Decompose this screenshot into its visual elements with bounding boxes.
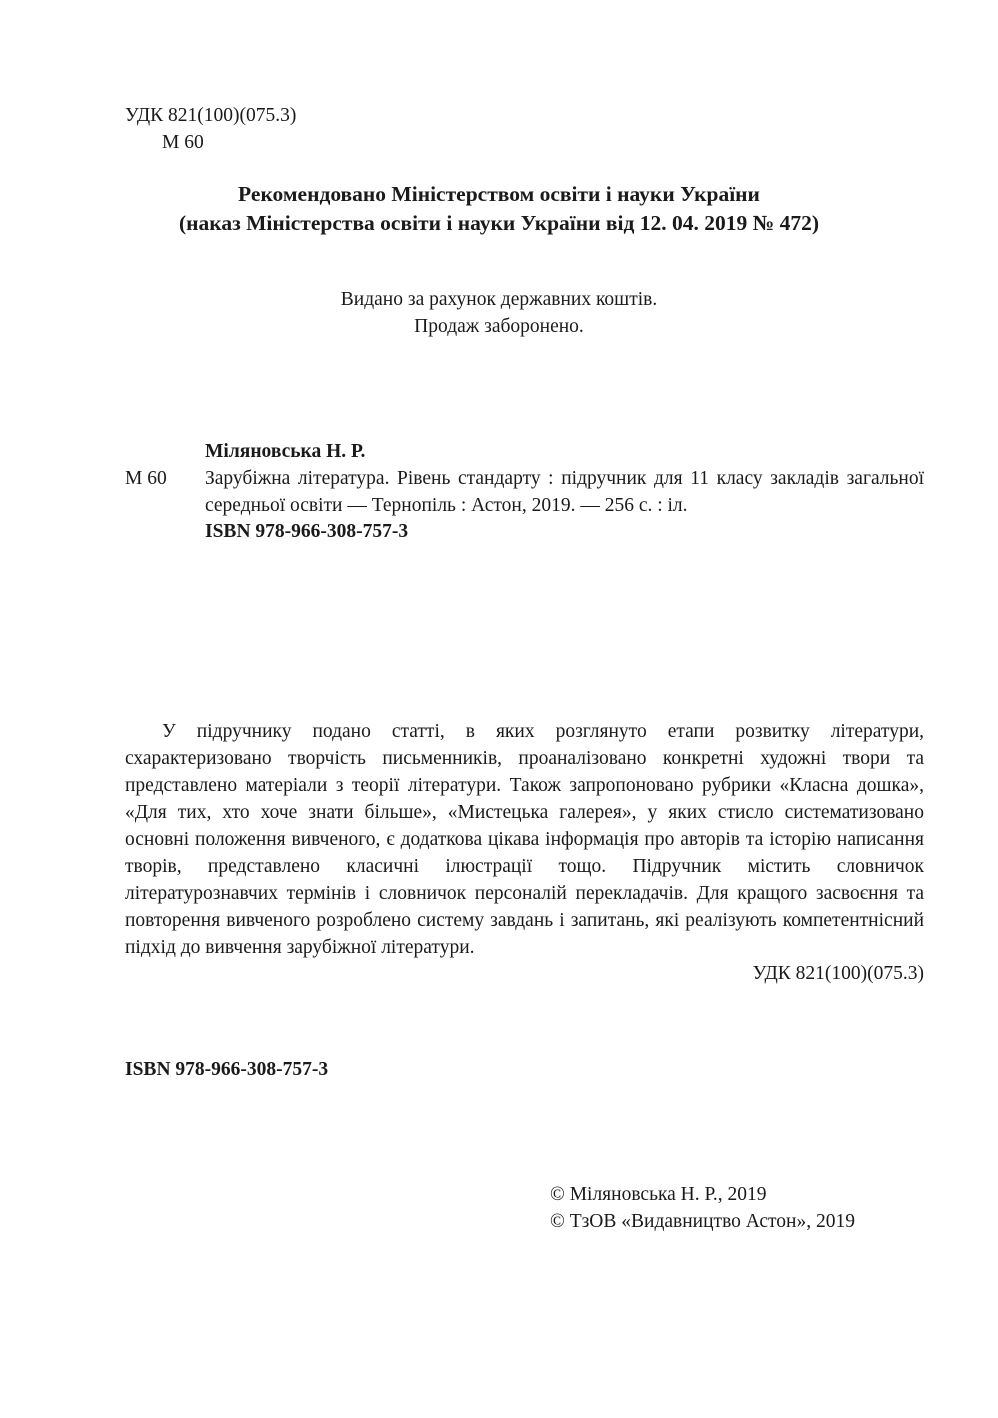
abstract-text: У підручнику подано статті, в яких розглянуто етапи розвитку літератури, схарактеризовано творчість письменників, проаналізовано конкретні художні твори та представлено матеріали з теорії літератури. Також запропоновано рубрики «Класна дошка», «Для тих, хто хоче знати більше», «Мистецька галерея», у яких стисло систематизовано основні положення вивченого, є додаткова цікава інформація про авторів та історію написання творів, представлено класичні ілюстрації тощо. Підручник містить словничок літературознавчих термінів і словничок персоналій перекладачів. Для кращого засвоєння та повторення вивченого розроблено систему завдань і запитань, які реалізують компетентнісний підхід до вивчення зарубіжної літератури.: [125, 721, 924, 958]
catalog-author-mark: М 60: [125, 468, 167, 489]
catalog-description: Зарубіжна література. Рівень стандарту : підручник для 11 класу закладів загальної середньої освіти — Тернопіль : Астон, 2019. — 256 с. : іл.: [205, 468, 924, 516]
catalog-author: Міляновська Н. Р.: [205, 441, 366, 462]
author-mark: М 60: [162, 132, 204, 153]
funding-notice: [60, 286, 938, 340]
abstract-udk: УДК 821(100)(075.3): [752, 963, 924, 984]
recommendation-line-2: (наказ Міністерства освіти і науки України від 12. 04. 2019 № 472): [178, 211, 820, 235]
funding-line-2: Продаж заборонено.: [414, 316, 584, 337]
copyright-publisher: © ТзОВ «Видавництво Астон», 2019: [550, 1211, 855, 1232]
copyright-author: © Міляновська Н. Р., 2019: [550, 1184, 767, 1205]
ministry-recommendation: [60, 180, 938, 238]
recommendation-line-1: Рекомендовано Міністерством освіти і науки України: [238, 182, 760, 206]
isbn-footer: ISBN 978-966-308-757-3: [125, 1059, 329, 1080]
funding-line-1: Видано за рахунок державних коштів.: [340, 289, 658, 310]
udk-classification: УДК 821(100)(075.3): [125, 105, 297, 126]
copyright-block: [550, 1181, 855, 1235]
catalog-isbn: ISBN 978-966-308-757-3: [205, 521, 409, 542]
